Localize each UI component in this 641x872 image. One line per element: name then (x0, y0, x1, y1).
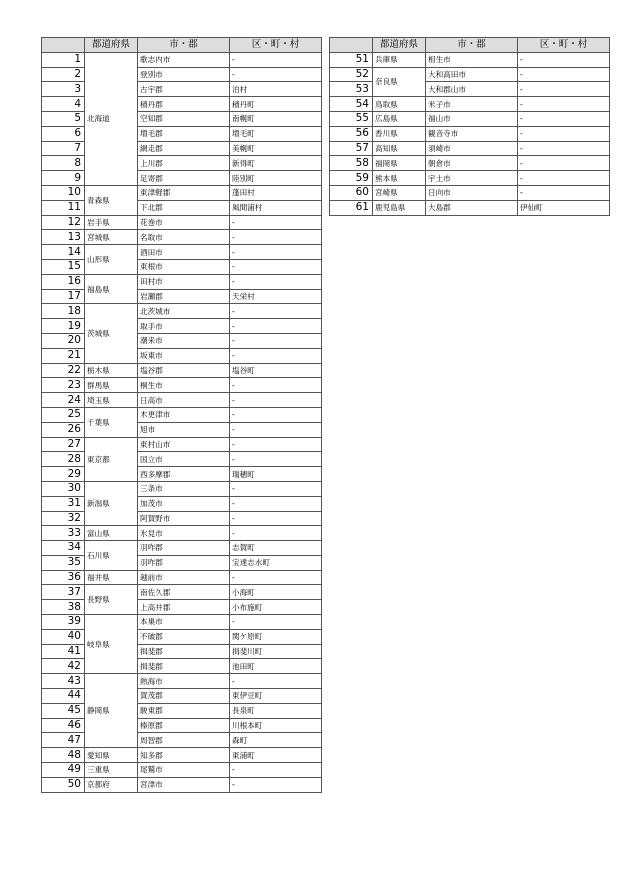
row-number: 9 (42, 171, 85, 186)
city-county-cell: 越前市 (138, 570, 230, 585)
city-county-cell: 潮来市 (138, 333, 230, 348)
row-number: 17 (42, 289, 85, 304)
city-county-cell: 積丹郡 (138, 97, 230, 112)
row-number: 25 (42, 407, 85, 422)
city-county-cell: 日向市 (426, 185, 518, 200)
table-body-right (330, 52, 610, 215)
row-number: 12 (42, 215, 85, 230)
prefecture-cell: 福島県 (85, 274, 138, 304)
city-county-cell: 網走郡 (138, 141, 230, 156)
ward-town-village-cell: 東伊豆町 (230, 689, 322, 704)
prefecture-cell: 福井県 (85, 570, 138, 585)
city-county-cell: 賀茂郡 (138, 689, 230, 704)
ward-town-village-cell: - (230, 437, 322, 452)
city-county-cell: 加茂市 (138, 496, 230, 511)
ward-town-village-cell: 新得町 (230, 156, 322, 171)
table-row (42, 422, 322, 437)
table-row (330, 82, 610, 97)
table-row (330, 67, 610, 82)
city-county-cell: 三条市 (138, 481, 230, 496)
ward-town-village-cell: - (518, 156, 610, 171)
ward-town-village-cell: - (230, 274, 322, 289)
ward-town-village-cell: 天栄村 (230, 289, 322, 304)
table-row (42, 245, 322, 260)
city-county-cell: 南佐久郡 (138, 585, 230, 600)
ward-town-village-cell: - (518, 52, 610, 67)
ward-town-village-cell: 瑞穂町 (230, 467, 322, 482)
table-row (42, 52, 322, 67)
row-number: 33 (42, 526, 85, 541)
city-county-cell: 登別市 (138, 67, 230, 82)
table-row (42, 407, 322, 422)
row-number: 51 (330, 52, 373, 67)
city-county-cell: 日高市 (138, 393, 230, 408)
table-row (42, 319, 322, 334)
row-number: 28 (42, 452, 85, 467)
prefecture-cell: 鳥取県 (373, 97, 426, 112)
ward-town-village-cell: 小海町 (230, 585, 322, 600)
city-county-cell: 桐生市 (138, 378, 230, 393)
prefecture-cell: 長野県 (85, 585, 138, 615)
table-row (42, 629, 322, 644)
row-number: 44 (42, 689, 85, 704)
table-row (330, 52, 610, 67)
table-row (42, 215, 322, 230)
ward-town-village-cell: - (518, 171, 610, 186)
prefecture-cell: 宮城県 (85, 230, 138, 245)
ward-town-village-cell: - (230, 407, 322, 422)
table-row (42, 585, 322, 600)
city-county-cell: 熱海市 (138, 674, 230, 689)
prefecture-cell: 埼玉県 (85, 393, 138, 408)
city-county-cell: 田村市 (138, 274, 230, 289)
table-row (42, 304, 322, 319)
table-row (42, 111, 322, 126)
row-number: 15 (42, 259, 85, 274)
header-prefecture: 都道府県 (85, 38, 138, 53)
city-county-cell: 歌志内市 (138, 52, 230, 67)
city-county-cell: 榛原郡 (138, 718, 230, 733)
ward-town-village-cell: 池田町 (230, 659, 322, 674)
table-row (42, 777, 322, 792)
row-number: 59 (330, 171, 373, 186)
table-row (42, 511, 322, 526)
ward-town-village-cell: - (230, 245, 322, 260)
header-ward-town-village: 区・町・村 (518, 38, 610, 53)
header-number (42, 38, 85, 53)
city-county-cell: 阿賀野市 (138, 511, 230, 526)
ward-town-village-cell: 増毛町 (230, 126, 322, 141)
prefecture-cell: 兵庫県 (373, 52, 426, 67)
table-row (42, 452, 322, 467)
row-number: 3 (42, 82, 85, 97)
table-row (42, 615, 322, 630)
row-number: 52 (330, 67, 373, 82)
municipality-table-left (41, 37, 322, 793)
row-number: 43 (42, 674, 85, 689)
ward-town-village-cell: 森町 (230, 733, 322, 748)
ward-town-village-cell: 積丹町 (230, 97, 322, 112)
ward-town-village-cell: - (230, 348, 322, 363)
ward-town-village-cell: - (230, 230, 322, 245)
prefecture-cell: 千葉県 (85, 407, 138, 437)
table-row (330, 185, 610, 200)
ward-town-village-cell: - (230, 52, 322, 67)
ward-town-village-cell: 東浦町 (230, 748, 322, 763)
ward-town-village-cell: - (230, 570, 322, 585)
prefecture-cell: 山形県 (85, 245, 138, 275)
table-row (42, 733, 322, 748)
ward-town-village-cell: - (518, 82, 610, 97)
table-row (42, 97, 322, 112)
row-number: 1 (42, 52, 85, 67)
row-number: 53 (330, 82, 373, 97)
city-county-cell: 西多摩郡 (138, 467, 230, 482)
ward-town-village-cell: 川根本町 (230, 718, 322, 733)
city-county-cell: 木更津市 (138, 407, 230, 422)
prefecture-cell: 岩手県 (85, 215, 138, 230)
city-county-cell: 揖斐郡 (138, 644, 230, 659)
ward-town-village-cell: - (230, 67, 322, 82)
row-number: 31 (42, 496, 85, 511)
ward-town-village-cell: - (230, 378, 322, 393)
row-number: 40 (42, 629, 85, 644)
ward-town-village-cell: - (230, 511, 322, 526)
table-row (42, 185, 322, 200)
table-row (42, 718, 322, 733)
table-row (42, 274, 322, 289)
row-number: 24 (42, 393, 85, 408)
ward-town-village-cell: - (230, 777, 322, 792)
row-number: 13 (42, 230, 85, 245)
ward-town-village-cell: - (518, 97, 610, 112)
prefecture-cell: 富山県 (85, 526, 138, 541)
city-county-cell: 大島郡 (426, 200, 518, 215)
ward-town-village-cell: - (518, 67, 610, 82)
table-body-left (42, 52, 322, 792)
ward-town-village-cell: - (230, 496, 322, 511)
city-county-cell: 上川郡 (138, 156, 230, 171)
city-county-cell: 名取市 (138, 230, 230, 245)
city-county-cell: 増毛郡 (138, 126, 230, 141)
city-county-cell: 古宇郡 (138, 82, 230, 97)
ward-town-village-cell: 風間浦村 (230, 200, 322, 215)
table-row (42, 526, 322, 541)
ward-town-village-cell: - (230, 319, 322, 334)
ward-town-village-cell: - (230, 615, 322, 630)
prefecture-cell: 香川県 (373, 126, 426, 141)
row-number: 32 (42, 511, 85, 526)
row-number: 45 (42, 703, 85, 718)
row-number: 19 (42, 319, 85, 334)
table-row (330, 97, 610, 112)
city-county-cell: 坂東市 (138, 348, 230, 363)
city-county-cell: 足寄郡 (138, 171, 230, 186)
table-row (42, 156, 322, 171)
table-row (330, 200, 610, 215)
row-number: 23 (42, 378, 85, 393)
city-county-cell: 東村山市 (138, 437, 230, 452)
table-row (42, 82, 322, 97)
table-row (42, 126, 322, 141)
city-county-cell: 米子市 (426, 97, 518, 112)
table-row (42, 644, 322, 659)
prefecture-cell: 茨城県 (85, 304, 138, 363)
ward-town-village-cell: 志賀町 (230, 541, 322, 556)
row-number: 11 (42, 200, 85, 215)
municipality-table-right (329, 37, 610, 216)
city-county-cell: 旭市 (138, 422, 230, 437)
prefecture-cell: 鹿児島県 (373, 200, 426, 215)
row-number: 54 (330, 97, 373, 112)
city-county-cell: 国立市 (138, 452, 230, 467)
city-county-cell: 不破郡 (138, 629, 230, 644)
row-number: 4 (42, 97, 85, 112)
city-county-cell: 知多郡 (138, 748, 230, 763)
table-row (42, 259, 322, 274)
row-number: 57 (330, 141, 373, 156)
row-number: 20 (42, 333, 85, 348)
ward-town-village-cell: 塩谷町 (230, 363, 322, 378)
ward-town-village-cell: - (230, 674, 322, 689)
table-row (42, 437, 322, 452)
city-county-cell: 大和高田市 (426, 67, 518, 82)
city-county-cell: 羽咋郡 (138, 555, 230, 570)
city-county-cell: 周智郡 (138, 733, 230, 748)
prefecture-cell: 広島県 (373, 111, 426, 126)
row-number: 38 (42, 600, 85, 615)
ward-town-village-cell: - (230, 304, 322, 319)
ward-town-village-cell: - (230, 526, 322, 541)
ward-town-village-cell: 南幌町 (230, 111, 322, 126)
header-city-county: 市・郡 (426, 38, 518, 53)
row-number: 35 (42, 555, 85, 570)
ward-town-village-cell: - (230, 215, 322, 230)
row-number: 5 (42, 111, 85, 126)
ward-town-village-cell: - (518, 141, 610, 156)
ward-town-village-cell: 泊村 (230, 82, 322, 97)
table-row (42, 555, 322, 570)
header-prefecture: 都道府県 (373, 38, 426, 53)
table-row (330, 126, 610, 141)
row-number: 16 (42, 274, 85, 289)
table-row (330, 111, 610, 126)
row-number: 42 (42, 659, 85, 674)
city-county-cell: 観音寺市 (426, 126, 518, 141)
row-number: 2 (42, 67, 85, 82)
table-row (42, 496, 322, 511)
row-number: 29 (42, 467, 85, 482)
city-county-cell: 酒田市 (138, 245, 230, 260)
row-number: 58 (330, 156, 373, 171)
table-row (330, 156, 610, 171)
prefecture-cell: 奈良県 (373, 67, 426, 97)
city-county-cell: 塩谷郡 (138, 363, 230, 378)
table-row (42, 363, 322, 378)
city-county-cell: 北茨城市 (138, 304, 230, 319)
prefecture-cell: 熊本県 (373, 171, 426, 186)
table-row (42, 659, 322, 674)
row-number: 50 (42, 777, 85, 792)
prefecture-cell: 北海道 (85, 52, 138, 185)
row-number: 56 (330, 126, 373, 141)
ward-town-village-cell: - (230, 452, 322, 467)
table-row (42, 230, 322, 245)
row-number: 36 (42, 570, 85, 585)
city-county-cell: 本巣市 (138, 615, 230, 630)
row-number: 46 (42, 718, 85, 733)
table-row (42, 67, 322, 82)
row-number: 55 (330, 111, 373, 126)
ward-town-village-cell: - (518, 185, 610, 200)
city-county-cell: 朝倉市 (426, 156, 518, 171)
ward-town-village-cell: 小布施町 (230, 600, 322, 615)
ward-town-village-cell: - (230, 422, 322, 437)
row-number: 7 (42, 141, 85, 156)
ward-town-village-cell: - (230, 393, 322, 408)
ward-town-village-cell: 伊仙町 (518, 200, 610, 215)
table-row (42, 689, 322, 704)
city-county-cell: 尾鷲市 (138, 763, 230, 778)
table-row (42, 378, 322, 393)
prefecture-cell: 石川県 (85, 541, 138, 571)
header-ward-town-village: 区・町・村 (230, 38, 322, 53)
row-number: 41 (42, 644, 85, 659)
prefecture-cell: 栃木県 (85, 363, 138, 378)
table-row (42, 467, 322, 482)
row-number: 47 (42, 733, 85, 748)
row-number: 18 (42, 304, 85, 319)
city-county-cell: 下北郡 (138, 200, 230, 215)
city-county-cell: 空知郡 (138, 111, 230, 126)
city-county-cell: 相生市 (426, 52, 518, 67)
table-row (330, 171, 610, 186)
header-row (42, 38, 322, 53)
ward-town-village-cell: 揖斐川町 (230, 644, 322, 659)
row-number: 21 (42, 348, 85, 363)
prefecture-cell: 新潟県 (85, 481, 138, 525)
prefecture-cell: 京都府 (85, 777, 138, 792)
row-number: 8 (42, 156, 85, 171)
row-number: 60 (330, 185, 373, 200)
city-county-cell: 上高井郡 (138, 600, 230, 615)
prefecture-cell: 愛知県 (85, 748, 138, 763)
city-county-cell: 花巻市 (138, 215, 230, 230)
prefecture-cell: 福岡県 (373, 156, 426, 171)
table-row (42, 541, 322, 556)
table-row (42, 289, 322, 304)
city-county-cell: 福山市 (426, 111, 518, 126)
city-county-cell: 取手市 (138, 319, 230, 334)
city-county-cell: 揖斐郡 (138, 659, 230, 674)
city-county-cell: 岩瀬郡 (138, 289, 230, 304)
city-county-cell: 東根市 (138, 259, 230, 274)
city-county-cell: 氷見市 (138, 526, 230, 541)
prefecture-cell: 東京都 (85, 437, 138, 481)
city-county-cell: 宇土市 (426, 171, 518, 186)
city-county-cell: 須崎市 (426, 141, 518, 156)
row-number: 49 (42, 763, 85, 778)
ward-town-village-cell: - (230, 481, 322, 496)
ward-town-village-cell: - (518, 111, 610, 126)
table-row (42, 481, 322, 496)
table-row (42, 748, 322, 763)
prefecture-cell: 群馬県 (85, 378, 138, 393)
ward-town-village-cell: 陸別町 (230, 171, 322, 186)
table-row (42, 171, 322, 186)
table-row (42, 393, 322, 408)
row-number: 37 (42, 585, 85, 600)
table-row (42, 763, 322, 778)
ward-town-village-cell: 蓬田村 (230, 185, 322, 200)
row-number: 14 (42, 245, 85, 260)
ward-town-village-cell: 関ケ原町 (230, 629, 322, 644)
header-row (330, 38, 610, 53)
row-number: 22 (42, 363, 85, 378)
ward-town-village-cell: - (230, 333, 322, 348)
prefecture-cell: 三重県 (85, 763, 138, 778)
table-row (42, 348, 322, 363)
table-row (42, 200, 322, 215)
header-city-county: 市・郡 (138, 38, 230, 53)
prefecture-cell: 青森県 (85, 185, 138, 215)
row-number: 27 (42, 437, 85, 452)
row-number: 48 (42, 748, 85, 763)
row-number: 61 (330, 200, 373, 215)
row-number: 30 (42, 481, 85, 496)
table-row (42, 141, 322, 156)
table-row (330, 141, 610, 156)
prefecture-cell: 高知県 (373, 141, 426, 156)
ward-town-village-cell: 宝達志水町 (230, 555, 322, 570)
city-county-cell: 羽咋郡 (138, 541, 230, 556)
prefecture-cell: 宮崎県 (373, 185, 426, 200)
row-number: 6 (42, 126, 85, 141)
row-number: 39 (42, 615, 85, 630)
ward-town-village-cell: 長泉町 (230, 703, 322, 718)
city-county-cell: 東津軽郡 (138, 185, 230, 200)
table-row (42, 703, 322, 718)
city-county-cell: 宮津市 (138, 777, 230, 792)
row-number: 10 (42, 185, 85, 200)
city-county-cell: 大和郡山市 (426, 82, 518, 97)
table-row (42, 570, 322, 585)
table-row (42, 333, 322, 348)
prefecture-cell: 岐阜県 (85, 615, 138, 674)
city-county-cell: 駿東郡 (138, 703, 230, 718)
row-number: 34 (42, 541, 85, 556)
ward-town-village-cell: - (230, 259, 322, 274)
table-row (42, 674, 322, 689)
ward-town-village-cell: 美幌町 (230, 141, 322, 156)
prefecture-cell: 静岡県 (85, 674, 138, 748)
row-number: 26 (42, 422, 85, 437)
table-row (42, 600, 322, 615)
header-number (330, 38, 373, 53)
ward-town-village-cell: - (518, 126, 610, 141)
ward-town-village-cell: - (230, 763, 322, 778)
